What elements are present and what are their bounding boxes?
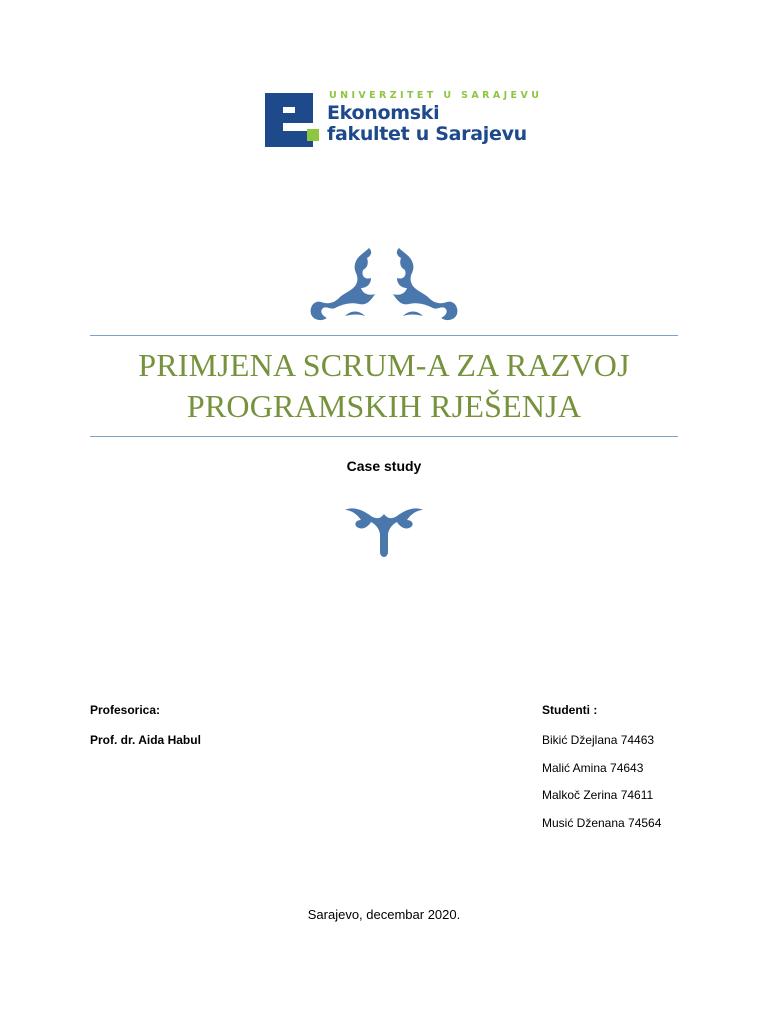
- title-rule-top: [90, 335, 678, 336]
- students-list: [542, 733, 661, 843]
- faculty-logo-icon: [265, 93, 321, 147]
- student-item: Malkoč Zerina 74611: [542, 788, 654, 802]
- student-item: Musić Dženana 74564: [542, 815, 662, 830]
- faculty-name-line-1: Ekonomski: [327, 102, 440, 124]
- students-label: Studenti :: [542, 703, 598, 717]
- professor-label: Profesorica:: [90, 703, 161, 717]
- university-name: UNIVERZITET U SARAJEVU: [329, 90, 543, 101]
- document-title-line-1: PRIMJENA SCRUM-A ZA RAZVOJ: [138, 347, 630, 383]
- faculty-logo: [265, 90, 543, 150]
- document-title: [90, 345, 678, 427]
- student-item: Malić Amina 74643: [542, 760, 644, 775]
- document-title-line-2: PROGRAMSKIH RJEŠENJA: [186, 388, 582, 424]
- document-subtitle: Case study: [346, 458, 422, 474]
- faculty-name-line-2: fakultet u Sarajevu: [327, 123, 527, 145]
- place-and-date: Sarajevo, decembar 2020.: [307, 907, 461, 922]
- decorative-fleuron-icon: [343, 502, 425, 558]
- title-rule-bottom: [90, 436, 678, 437]
- decorative-flourish-icon: [305, 244, 463, 324]
- professor-name: Prof. dr. Aida Habul: [90, 733, 201, 747]
- student-item: Bikić Džejlana 74463: [542, 733, 655, 747]
